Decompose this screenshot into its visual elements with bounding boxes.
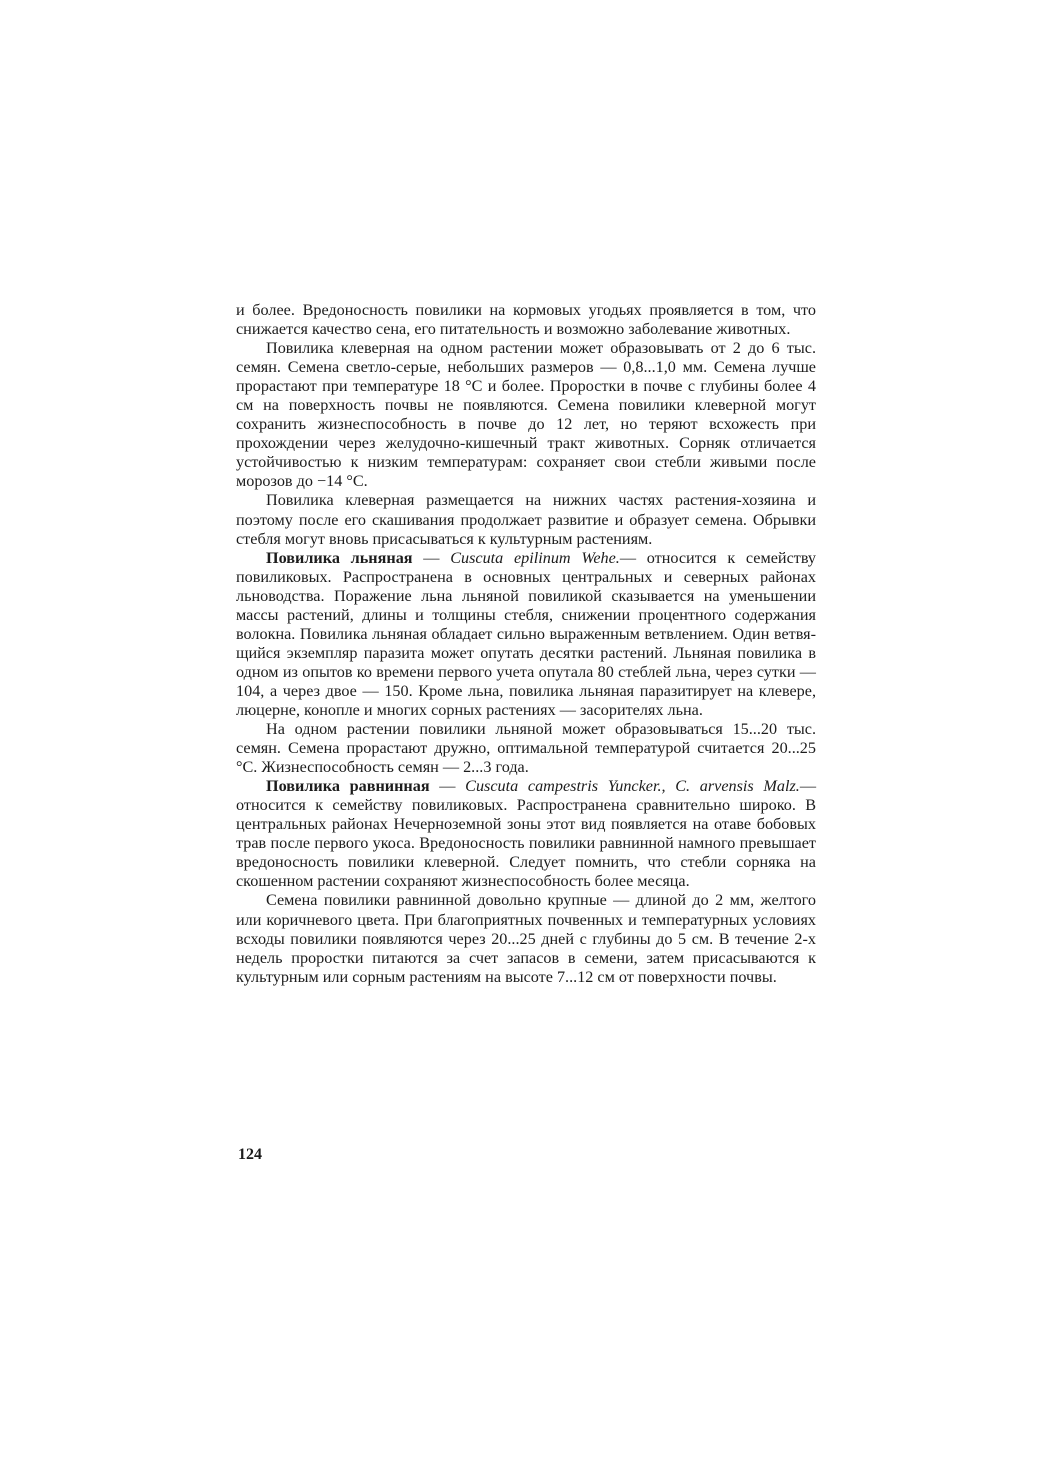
page-number: 124	[238, 1146, 262, 1163]
paragraph-5: На одном растении повилики льняной может образовываться 15...20 тыс. семян. Семена прорастают дружно, оптимальной температурой считается 20...25 °С. Жизнеспособность семян — 2...3 года.	[236, 720, 816, 777]
paragraph-4	[236, 549, 816, 720]
paragraph-4-text: — относится к семейству повиликовых. Распространена в основных центральных и северных районах льноводства. Поражение льна льняной повиликой сказывается на уменьшении массы растений, длины и толщины стебля, снижении процентного содержания волокна. Повилика льняная обладает сильно выраженным ветвлением. Один ветвящийся экземпляр паразита может опутать десятки растений. Льняная повилика в одном из опытов ко времени первого учета опутала 80 стеблей льна, через сутки — 104, а через двое — 150. Кроме льна, повилика льняная паразитирует на клевере, люцерне, конопле и многих сорных растениях — засорителях льна.	[236, 548, 817, 719]
term-flax-dodder: Повилика льняная	[266, 548, 413, 567]
dash: —	[429, 777, 466, 796]
paragraph-7: Семена повилики равнинной довольно крупные — длиной до 2 мм, желтого или коричневого цвета. При благоприятных почвенных и температурных условиях всходы повилики появляются через 20...25 дней с глубины до 5 см. В течение 2-х недель проростки питаются за счет запасов в семени, затем присасываются к культурным или сорным растениям на высоте 7...12 см от поверхности почвы.	[236, 891, 816, 986]
term-field-dodder: Повилика равнинная	[266, 777, 430, 796]
dash: —	[412, 548, 451, 567]
latin-name-field-dodder: Cuscuta campestris Yuncker., C. arvensis Malz.	[465, 777, 800, 796]
paragraph-3: Повилика клеверная размещается на нижних частях растения-хозяина и поэтому после его скашивания продолжает развитие и образует семена. Обрывки стебля могут вновь присасываться к культурным растениям.	[236, 491, 816, 548]
paragraph-1: и более. Вредоносность повилики на кормовых угодьях проявляется в том, что снижается качество сена, его питательность и возможно заболевание животных.	[236, 301, 816, 339]
paragraph-2: Повилика клеверная на одном растении может образовывать от 2 до 6 тыс. семян. Семена светло-серые, небольших размеров — 0,8...1,0 мм. Семена лучше прорастают при температуре 18 °С и более. Проростки в почве с глубины более 4 см на поверхность почвы не появляются. Семена повилики клеверной могут сохранить жизнеспособность в почве до 12 лет, но теряют всхожесть при прохождении через желудочно-кишечный тракт животных. Сорняк отличается устойчивостью к низким температурам: сохраняет свои стебли живыми после морозов до −14 °С.	[236, 339, 816, 491]
paragraph-6	[236, 777, 816, 891]
page-body	[236, 301, 816, 987]
latin-name-flax-dodder: Cuscuta epilinum Wehe.	[450, 548, 620, 567]
paragraph-6-text: — относится к семейству повиликовых. Распространена сравнительно широко. В центральных районах Нечерноземной зоны этот вид появляется на отаве бобовых трав после первого укоса. Вредоносность повилики равнинной намного превышает вредоносность повилики клеверной. Следует помнить, что стебли сорняка на скошенном растении сохраняют жизнеспособность более месяца.	[236, 777, 816, 891]
